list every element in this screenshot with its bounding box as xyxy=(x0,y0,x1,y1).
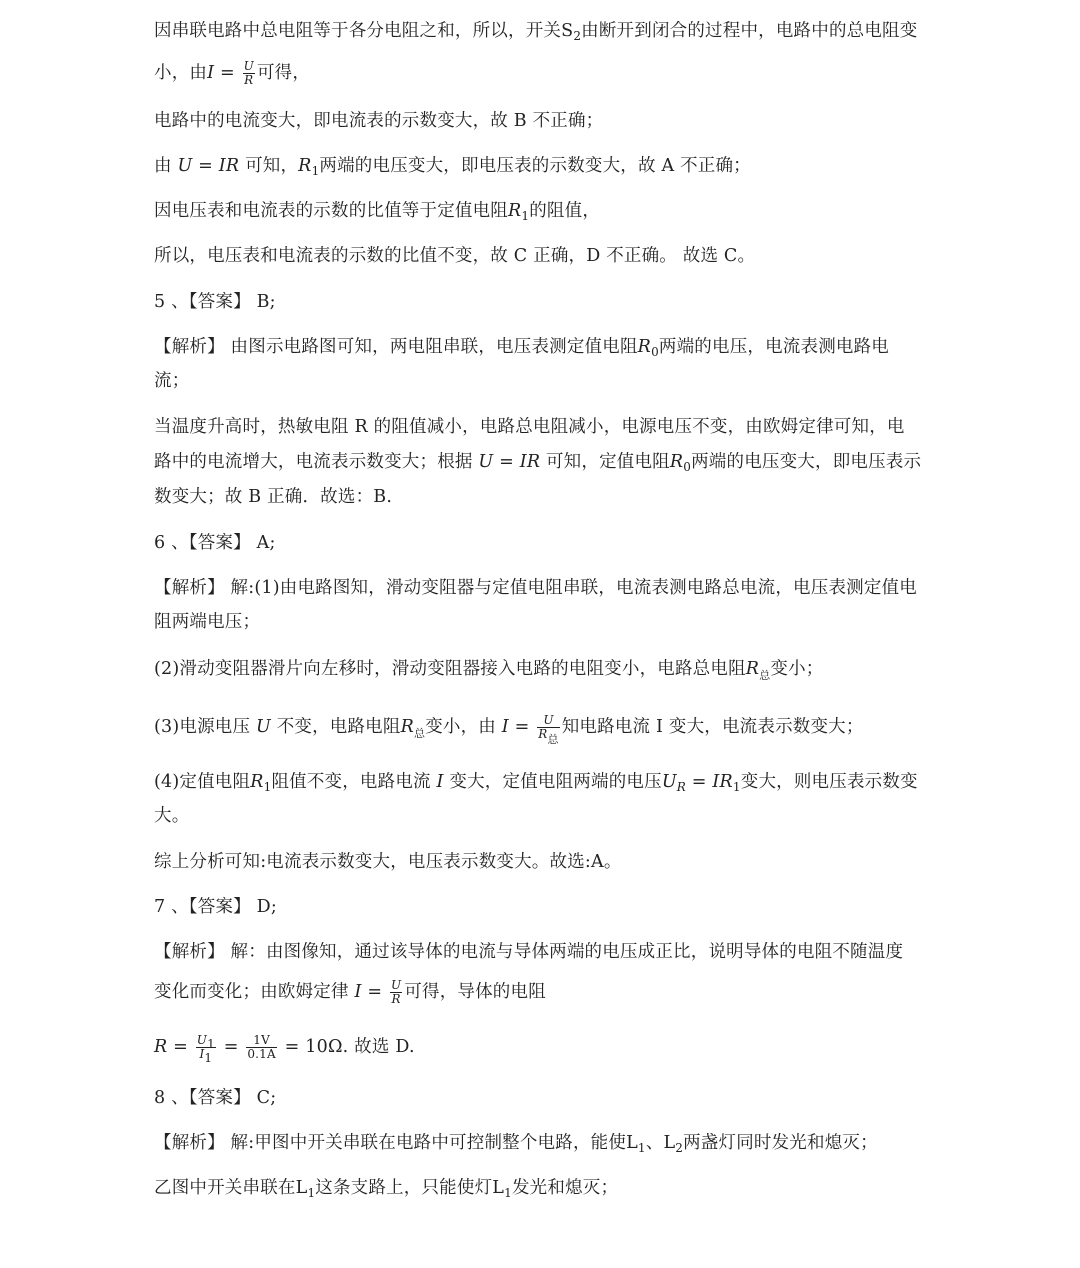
text-line: 大。 xyxy=(154,806,190,826)
text-line: 阻两端电压； xyxy=(154,612,261,632)
answer-heading: 7 、【答案】 D; xyxy=(154,897,277,917)
text-line: 乙图中开关串联在$L_1$这条支路上，只能使灯$L_1$发光和熄灭； xyxy=(154,1178,619,1200)
answer-heading: 5 、【答案】 B; xyxy=(154,292,276,312)
text-line: 所以，电压表和电流表的示数的比值不变，故 C 正确，D 不正确。 故选 C。 xyxy=(154,246,756,266)
text-line: 【解析】 解：由图像知，通过该导体的电流与导体两端的电压成正比，说明导体的电阻不随温度 xyxy=(154,942,904,962)
fraction: $\frac{1V}{0.1A}$ xyxy=(247,1033,276,1061)
text-line: 【解析】 由图示电路图可知，两电阻串联，电压表测定值电阻$R_0$两端的电压，电流表测电路电 xyxy=(154,337,890,359)
text-line: 【解析】 解:甲图中开关串联在电路中可控制整个电路，能使$L_1$、$L_2$两盏灯同时发光和熄灭； xyxy=(154,1133,878,1155)
text-line: 路中的电流增大，电流表示数变大；根据 U = IR 可知，定值电阻$R_0$两端的电压变大，即电压表示 xyxy=(154,452,922,474)
text-line: (3)电源电压 U 不变，电路电阻$R_总$变小，由 I = $\frac{U}{R_总}$ 知电路电流 I 变大，电流表示数变大； xyxy=(154,713,864,746)
text-line: 由 U = IR 可知，$R_1$两端的电压变大，即电压表的示数变大，故 A 不正确； xyxy=(154,156,751,178)
fraction: $\frac{U_1}{I_1}$ xyxy=(196,1033,215,1065)
fraction: $\frac{U}{R}$ xyxy=(390,978,402,1006)
text-line: 流； xyxy=(154,371,190,391)
fraction: $\frac{U}{R}$ xyxy=(243,59,254,87)
answer-heading: 6 、【答案】 A; xyxy=(154,533,276,553)
text-line: 当温度升高时，热敏电阻 R 的阻值减小，电路总电阻减小，电源电压不变，由欧姆定律可知，电 xyxy=(154,417,905,437)
fraction: $\frac{U}{R_总}$ xyxy=(538,713,559,746)
text-line: 变化而变化；由欧姆定律 I = $\frac{U}{R}$ 可得，导体的电阻 xyxy=(154,978,546,1006)
text-line: 数变大；故 B 正确．故选：B. xyxy=(154,487,393,507)
equation-line: R = $\frac{U_1}{I_1}$ = $\frac{1V}{0.1A}$ = 10Ω. 故选 D. xyxy=(154,1033,415,1065)
text-line: 因串联电路中总电阻等于各分电阻之和，所以，开关$S_2$由断开到闭合的过程中，电路中的总电阻变 xyxy=(154,21,918,43)
text-line: 小，由I = $\frac{U}{R}$ 可得， xyxy=(154,59,311,87)
text-line: 因电压表和电流表的示数的比值等于定值电阻$R_1$的阻值， xyxy=(154,201,601,223)
text-line: (2)滑动变阻器滑片向左移时，滑动变阻器接入电路的电阻变小，电路总电阻$R_总$变小； xyxy=(154,659,824,682)
answer-heading: 8 、【答案】 C; xyxy=(154,1088,277,1108)
text-line: (4)定值电阻$R_1$阻值不变，电路电流 I 变大，定值电阻两端的电压$U_R = IR_1$变大，则电压表示数变 xyxy=(154,772,918,794)
text-line: 综上分析可知:电流表示数变大，电压表示数变大。故选:A。 xyxy=(154,852,622,872)
text-line: 【解析】 解:(1)由电路图知，滑动变阻器与定值电阻串联，电流表测电路总电流，电压表测定值电 xyxy=(154,578,917,598)
text-line: 电路中的电流变大，即电流表的示数变大，故 B 不正确； xyxy=(154,111,604,131)
